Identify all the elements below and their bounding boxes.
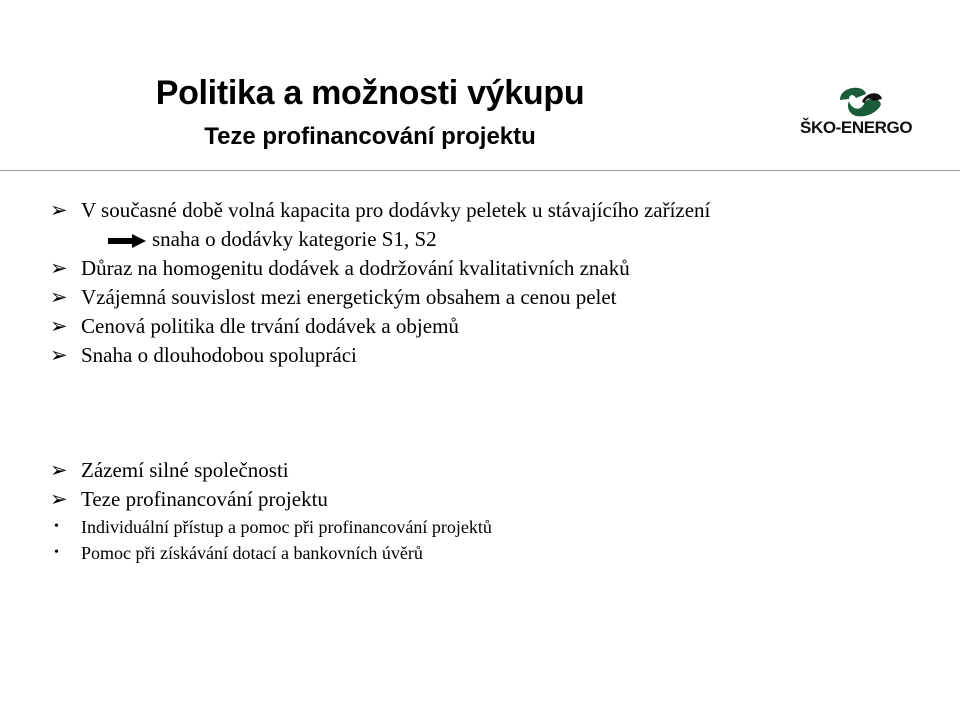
dot-bullet-icon: • — [54, 519, 59, 534]
header-divider — [0, 170, 960, 171]
list-item: ➢ V současné době volná kapacita pro dodávky peletek u stávajícího zařízení — [50, 196, 930, 225]
page-title: Politika a možnosti výkupu — [155, 74, 585, 112]
list-item: ➢ Důraz na homogenitu dodávek a dodržování kvalitativních znaků — [50, 254, 930, 283]
right-arrow-icon — [108, 234, 146, 248]
list-item: ➢ Teze profinancování projektu — [50, 485, 930, 514]
list-item: ➢ Vzájemná souvislost mezi energetickým obsahem a cenou pelet — [50, 283, 930, 312]
arrow-bullet-icon: ➢ — [50, 198, 68, 222]
list-item: ➢ Snaha o dlouhodobou spolupráci — [50, 341, 930, 370]
list-item: ➢ Zázemí silné společnosti — [50, 456, 930, 485]
list-item: • Individuální přístup a pomoc při profinancování projektů — [50, 514, 930, 540]
arrow-bullet-icon: ➢ — [50, 487, 68, 511]
dot-bullet-icon: • — [54, 545, 59, 560]
logo-text: ŠKO-ENERGO — [800, 118, 913, 137]
arrow-bullet-icon: ➢ — [50, 343, 68, 367]
list-item: • Pomoc při získávání dotací a bankovních úvěrů — [50, 540, 930, 566]
list-item-sub: snaha o dodávky kategorie S1, S2 — [50, 225, 930, 254]
sko-energo-s-logo-icon — [834, 82, 886, 120]
list-item: ➢ Cenová politika dle trvání dodávek a objemů — [50, 312, 930, 341]
arrow-bullet-icon: ➢ — [50, 256, 68, 280]
slide-content — [50, 196, 930, 566]
arrow-bullet-icon: ➢ — [50, 285, 68, 309]
arrow-bullet-icon: ➢ — [50, 458, 68, 482]
spacer — [50, 370, 930, 456]
arrow-bullet-icon: ➢ — [50, 314, 68, 338]
company-logo — [800, 82, 930, 142]
page-subtitle: Teze profinancování projektu — [204, 123, 536, 150]
